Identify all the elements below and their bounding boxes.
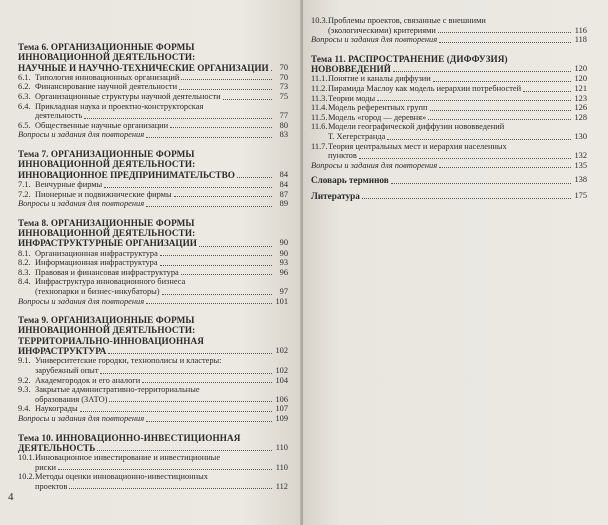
dot-leader bbox=[160, 255, 272, 256]
toc-page-number: 107 bbox=[275, 404, 288, 414]
toc-item-text: Закрытые административно-территориальные bbox=[35, 385, 200, 395]
toc-page-number: 123 bbox=[574, 93, 587, 103]
toc-item-number: 8.3. bbox=[18, 267, 31, 277]
toc-item bbox=[18, 404, 288, 414]
theme-title-line: ТЕРРИТОРИАЛЬНО-ИННОВАЦИОННАЯ bbox=[18, 335, 205, 346]
toc-item-line bbox=[18, 385, 288, 395]
toc-item-text: Теории моды bbox=[328, 93, 376, 103]
toc-item-row bbox=[18, 258, 288, 268]
toc-page-number: 109 bbox=[275, 413, 288, 423]
toc-item-text: Проблемы проектов, связанные с внешними bbox=[328, 16, 486, 25]
toc-label: Словарь терминов bbox=[311, 175, 389, 186]
dot-leader bbox=[438, 32, 571, 33]
spacer bbox=[18, 140, 288, 145]
toc-item bbox=[18, 385, 288, 404]
toc-item-row bbox=[18, 376, 288, 386]
toc-label bbox=[311, 113, 426, 123]
toc-page-number: 102 bbox=[275, 346, 288, 356]
toc-page-number: 101 bbox=[275, 296, 288, 306]
dot-leader bbox=[170, 127, 272, 128]
toc-item-line bbox=[18, 102, 288, 112]
toc-page-number: 73 bbox=[279, 82, 288, 92]
toc-item bbox=[311, 94, 587, 104]
toc-item-line bbox=[18, 277, 288, 287]
toc-label: НОВОВВЕДЕНИЙ bbox=[311, 64, 391, 75]
toc-item-line bbox=[311, 142, 587, 152]
toc-item bbox=[18, 73, 288, 83]
toc-page-number: 87 bbox=[279, 189, 288, 199]
dot-leader bbox=[84, 118, 272, 119]
toc-label bbox=[18, 82, 177, 92]
toc-item-row bbox=[311, 113, 587, 123]
toc-item bbox=[18, 268, 288, 278]
toc-label: проектов bbox=[35, 481, 68, 491]
dot-leader bbox=[433, 81, 571, 82]
toc-item-row bbox=[18, 395, 288, 405]
toc-page-number: 104 bbox=[275, 375, 288, 385]
toc-label: Вопросы и задания для повторения bbox=[18, 296, 145, 306]
toc-item-text: Модель «город — деревня» bbox=[328, 112, 427, 122]
toc-page-number: 90 bbox=[279, 248, 288, 258]
toc-item bbox=[18, 376, 288, 386]
toc-page-number: 120 bbox=[574, 64, 587, 74]
toc-item bbox=[311, 16, 587, 35]
toc-page-number: 90 bbox=[279, 238, 288, 248]
dot-leader bbox=[430, 110, 571, 111]
theme-title-row bbox=[311, 64, 587, 74]
spacer bbox=[18, 209, 288, 214]
toc-page-number: 89 bbox=[279, 199, 288, 209]
dot-leader bbox=[377, 100, 571, 101]
dot-leader bbox=[104, 187, 272, 188]
dot-leader bbox=[271, 70, 272, 71]
toc-item-number: 11.7. bbox=[311, 141, 328, 151]
toc-item-text: Модели географической диффузии нововведений bbox=[328, 122, 505, 132]
dot-leader bbox=[439, 42, 571, 43]
toc-page-number: 132 bbox=[574, 151, 587, 161]
toc-label: (технопарки и бизнес-инкубаторы) bbox=[35, 286, 160, 296]
toc-item-row bbox=[18, 463, 288, 473]
toc-item bbox=[18, 121, 288, 131]
toc-item-row bbox=[18, 482, 288, 492]
toc-item-number: 9.3. bbox=[18, 385, 31, 395]
toc-page-number: 128 bbox=[574, 112, 587, 122]
glossary-row bbox=[311, 175, 587, 185]
toc-item-text: Наукограды bbox=[35, 404, 78, 414]
dot-leader bbox=[80, 411, 272, 412]
toc-item-number: 6.2. bbox=[18, 82, 31, 92]
toc-page-number: 75 bbox=[279, 92, 288, 102]
toc-label bbox=[311, 103, 428, 113]
toc-item-text: Понятие и каналы диффузии bbox=[328, 74, 431, 84]
toc-item-text: Модель референтных групп bbox=[328, 103, 428, 113]
toc-item-line bbox=[311, 122, 587, 132]
toc-item bbox=[18, 277, 288, 296]
theme-title-row bbox=[18, 443, 288, 453]
dot-leader bbox=[391, 183, 571, 184]
toc-label: НАУЧНЫЕ И НАУЧНО-ТЕХНИЧЕСКИЕ ОРГАНИЗАЦИИ bbox=[18, 62, 269, 73]
left-toc-column bbox=[18, 38, 288, 496]
toc-label bbox=[18, 258, 158, 268]
toc-item-row bbox=[311, 132, 587, 142]
toc-item bbox=[311, 142, 587, 161]
toc-item-row bbox=[311, 84, 587, 94]
toc-item-row bbox=[18, 82, 288, 92]
toc-item bbox=[18, 82, 288, 92]
toc-item-text: Академгородок и его аналоги bbox=[35, 375, 141, 385]
toc-item-number: 8.2. bbox=[18, 258, 31, 268]
toc-label: ИНФРАСТРУКТУРА bbox=[18, 346, 107, 357]
toc-page-number: 97 bbox=[279, 286, 288, 296]
toc-item bbox=[18, 180, 288, 190]
left-page bbox=[0, 0, 302, 525]
spacer bbox=[311, 45, 587, 50]
toc-item-row bbox=[18, 190, 288, 200]
dot-leader bbox=[146, 137, 272, 138]
theme-title-line: ИННОВАЦИОННОЙ ДЕЯТЕЛЬНОСТИ: bbox=[18, 325, 196, 336]
toc-label: Вопросы и задания для повторения bbox=[18, 413, 145, 423]
dot-leader bbox=[362, 198, 571, 199]
toc-item bbox=[311, 122, 587, 141]
dot-leader bbox=[199, 246, 272, 247]
toc-page-number: 138 bbox=[574, 175, 587, 185]
toc-item-number: 8.1. bbox=[18, 248, 31, 258]
questions-row bbox=[18, 199, 288, 209]
theme-title-line: ИННОВАЦИОННОЙ ДЕЯТЕЛЬНОСТИ: bbox=[18, 159, 196, 170]
dot-leader bbox=[223, 99, 272, 100]
theme-title-line: Тема 6. ОРГАНИЗАЦИОННЫЕ ФОРМЫ bbox=[18, 42, 195, 52]
dot-leader bbox=[97, 450, 272, 451]
toc-label bbox=[18, 249, 158, 259]
toc-item-number: 11.2. bbox=[311, 83, 328, 93]
toc-item-number: 6.3. bbox=[18, 92, 31, 102]
toc-item-text: Теория центральных мест и иерархия населенных bbox=[328, 141, 507, 151]
toc-label bbox=[18, 92, 221, 102]
spacer bbox=[18, 491, 288, 496]
toc-item-text: Типология инновационных организаций bbox=[35, 72, 180, 82]
toc-label: Вопросы и задания для повторения bbox=[311, 35, 438, 45]
toc-label bbox=[18, 190, 172, 200]
toc-item-text: Общественные научные организации bbox=[35, 120, 169, 130]
toc-page-number: 106 bbox=[275, 394, 288, 404]
toc-item-row bbox=[311, 74, 587, 84]
toc-page-number: 102 bbox=[275, 365, 288, 375]
toc-page-number: 116 bbox=[574, 25, 587, 35]
toc-page-number: 84 bbox=[279, 179, 288, 189]
questions-row bbox=[18, 297, 288, 307]
toc-item-number: 9.2. bbox=[18, 375, 31, 385]
toc-label bbox=[18, 376, 140, 386]
toc-label: ИНФРАСТРУКТУРНЫЕ ОРГАНИЗАЦИИ bbox=[18, 238, 197, 249]
theme-title-line: Тема 9. ОРГАНИЗАЦИОННЫЕ ФОРМЫ bbox=[18, 315, 195, 326]
spacer bbox=[18, 306, 288, 311]
theme-title-line: Тема 10. ИННОВАЦИОННО-ИНВЕСТИЦИОННАЯ bbox=[18, 432, 241, 443]
toc-item-number: 10.2. bbox=[18, 472, 35, 482]
toc-page-number: 96 bbox=[279, 267, 288, 277]
dot-leader bbox=[146, 303, 272, 304]
toc-item-number: 11.3. bbox=[311, 93, 328, 103]
toc-label bbox=[18, 268, 179, 278]
toc-theme bbox=[18, 42, 288, 140]
toc-label: пунктов bbox=[328, 151, 357, 161]
toc-page-number: 135 bbox=[574, 160, 587, 170]
theme-title-line: Тема 11. РАСПРОСТРАНЕНИЕ (ДИФФУЗИЯ) bbox=[311, 53, 508, 64]
dot-leader bbox=[109, 401, 272, 402]
toc-item-row bbox=[18, 111, 288, 121]
dot-leader bbox=[359, 158, 571, 159]
toc-item-row bbox=[18, 92, 288, 102]
toc-label: (экологическими) критериями bbox=[328, 25, 436, 35]
toc-label bbox=[18, 73, 179, 83]
toc-label: ИННОВАЦИОННОЕ ПРЕДПРИНИМАТЕЛЬСТВО bbox=[18, 169, 235, 180]
literature-row bbox=[311, 191, 587, 201]
toc-item-number: 11.4. bbox=[311, 103, 328, 113]
toc-label: Вопросы и задания для повторения bbox=[18, 130, 145, 140]
toc-page-number: 83 bbox=[279, 130, 288, 140]
toc-item-number: 7.1. bbox=[18, 179, 31, 189]
toc-item-text: Инфраструктура инновационного бизнеса bbox=[35, 277, 186, 287]
dot-leader bbox=[523, 91, 571, 92]
dot-leader bbox=[100, 373, 272, 374]
toc-page-number: 130 bbox=[574, 131, 587, 141]
toc-item-number: 6.4. bbox=[18, 101, 31, 111]
toc-item-text: Методы оценки инновационно-инвестиционных bbox=[35, 472, 208, 482]
toc-label: Литература bbox=[311, 190, 360, 201]
toc-item-row bbox=[18, 404, 288, 414]
page-number: 4 bbox=[8, 491, 14, 503]
toc-label bbox=[18, 180, 102, 190]
dot-leader bbox=[181, 274, 272, 275]
dot-leader bbox=[58, 469, 272, 470]
toc-item-text: Пирамида Маслоу как модель иерархии потребностей bbox=[328, 83, 522, 93]
toc-item-number: 10.3. bbox=[311, 16, 328, 25]
toc-item-row bbox=[18, 249, 288, 259]
toc-item-number: 6.1. bbox=[18, 72, 31, 82]
toc-theme bbox=[18, 315, 288, 423]
toc-item bbox=[18, 249, 288, 259]
toc-theme bbox=[18, 433, 288, 492]
toc-label: Т. Хегерстранда bbox=[328, 131, 386, 141]
toc-item-line bbox=[18, 356, 288, 366]
toc-page-number: 126 bbox=[574, 103, 587, 113]
toc-page-number: 84 bbox=[279, 169, 288, 179]
theme-title-row bbox=[18, 170, 288, 180]
toc-label: деятельность bbox=[35, 111, 83, 121]
toc-item-row bbox=[18, 287, 288, 297]
dot-leader bbox=[146, 206, 272, 207]
toc-item bbox=[18, 258, 288, 268]
toc-item-row bbox=[311, 103, 587, 113]
toc-item-text: Финансирование научной деятельности bbox=[35, 82, 178, 92]
theme-title-line: Тема 8. ОРГАНИЗАЦИОННЫЕ ФОРМЫ bbox=[18, 217, 195, 228]
theme-title-row bbox=[18, 238, 288, 248]
toc-item-text: Информационная инфраструктура bbox=[35, 258, 158, 268]
questions-row bbox=[311, 35, 587, 45]
toc-page-number: 118 bbox=[574, 35, 587, 45]
toc-item-number: 9.4. bbox=[18, 404, 31, 414]
toc-item bbox=[18, 356, 288, 375]
toc-item-text: Пионерные и подвижнические фирмы bbox=[35, 189, 172, 199]
toc-page-number: 121 bbox=[574, 83, 587, 93]
toc-item-text: Инновационное инвестирование и инвестиционные bbox=[35, 453, 221, 463]
spacer bbox=[18, 424, 288, 429]
theme-title-line: ИННОВАЦИОННОЙ ДЕЯТЕЛЬНОСТИ: bbox=[18, 228, 196, 239]
toc-item-text: Венчурные фирмы bbox=[35, 179, 103, 189]
toc-item-row bbox=[18, 121, 288, 131]
theme-title-line: Тема 7. ОРГАНИЗАЦИОННЫЕ ФОРМЫ bbox=[18, 149, 195, 160]
dot-leader bbox=[237, 177, 272, 178]
toc-page-number: 70 bbox=[279, 62, 288, 72]
dot-leader bbox=[146, 421, 272, 422]
toc-page-number: 120 bbox=[574, 74, 587, 84]
toc-item-number: 9.1. bbox=[18, 356, 31, 366]
toc-item bbox=[311, 74, 587, 84]
dot-leader bbox=[142, 382, 272, 383]
theme-title-line: ИННОВАЦИОННОЙ ДЕЯТЕЛЬНОСТИ: bbox=[18, 52, 196, 63]
toc-page-number: 80 bbox=[279, 120, 288, 130]
toc-label bbox=[311, 84, 521, 94]
toc-item-line bbox=[311, 16, 587, 26]
dot-leader bbox=[428, 119, 571, 120]
toc-item bbox=[18, 190, 288, 200]
questions-row bbox=[311, 161, 587, 171]
right-toc-column bbox=[311, 16, 587, 201]
toc-label: Вопросы и задания для повторения bbox=[311, 160, 438, 170]
toc-label bbox=[18, 121, 168, 131]
toc-item-text: Университетские городки, технополисы и кластеры: bbox=[35, 356, 222, 366]
toc-item-text: Организационная инфраструктура bbox=[35, 248, 158, 258]
toc-item-number: 11.6. bbox=[311, 122, 328, 132]
toc-label: риски bbox=[35, 462, 56, 472]
dot-leader bbox=[387, 139, 571, 140]
toc-item-number: 7.2. bbox=[18, 189, 31, 199]
dot-leader bbox=[179, 89, 272, 90]
toc-item-row bbox=[311, 94, 587, 104]
toc-label bbox=[18, 404, 78, 414]
toc-item-line bbox=[18, 453, 288, 463]
toc-theme bbox=[18, 218, 288, 306]
toc-item-number: 10.1. bbox=[18, 453, 35, 463]
toc-page-number: 175 bbox=[574, 190, 587, 200]
toc-item-line bbox=[18, 472, 288, 482]
toc-item bbox=[18, 102, 288, 121]
toc-page-number: 77 bbox=[279, 111, 288, 121]
toc-item bbox=[18, 92, 288, 102]
toc-label: зарубежный опыт bbox=[35, 365, 99, 375]
toc-label bbox=[311, 94, 375, 104]
toc-item-text: Организационные структуры научной деятельности bbox=[35, 92, 221, 102]
toc-theme bbox=[18, 149, 288, 209]
toc-item bbox=[18, 453, 288, 472]
toc-item bbox=[18, 472, 288, 491]
toc-item-row bbox=[18, 73, 288, 83]
toc-item-row bbox=[18, 366, 288, 376]
dot-leader bbox=[162, 294, 272, 295]
toc-item-text: Прикладная наука и проектно-конструкторская bbox=[35, 101, 204, 111]
questions-row bbox=[18, 414, 288, 424]
toc-item-number: 11.5. bbox=[311, 112, 328, 122]
dot-leader bbox=[69, 488, 272, 489]
dot-leader bbox=[174, 196, 272, 197]
toc-theme bbox=[311, 54, 587, 171]
toc-item bbox=[311, 84, 587, 94]
toc-page-number: 110 bbox=[275, 442, 288, 452]
toc-page-number: 93 bbox=[279, 258, 288, 268]
toc-page-number: 110 bbox=[275, 462, 288, 472]
toc-item-row bbox=[311, 151, 587, 161]
toc-label: образования (ЗАТО) bbox=[35, 394, 108, 404]
questions-row bbox=[18, 130, 288, 140]
toc-item-row bbox=[18, 268, 288, 278]
toc-label: ДЕЯТЕЛЬНОСТЬ bbox=[18, 442, 96, 453]
toc-item-number: 8.4. bbox=[18, 277, 31, 287]
theme-title-row bbox=[18, 63, 288, 73]
toc-label: Вопросы и задания для повторения bbox=[18, 199, 145, 209]
dot-leader bbox=[160, 265, 272, 266]
toc-item bbox=[311, 103, 587, 113]
toc-item-text: Правовая и финансовая инфраструктура bbox=[35, 267, 179, 277]
toc-item bbox=[311, 113, 587, 123]
toc-page-number: 70 bbox=[279, 72, 288, 82]
toc-item-number: 6.5. bbox=[18, 120, 31, 130]
toc-item-row bbox=[18, 180, 288, 190]
dot-leader bbox=[181, 79, 272, 80]
dot-leader bbox=[439, 167, 571, 168]
toc-item-row bbox=[311, 26, 587, 36]
toc-item-number: 11.1. bbox=[311, 74, 328, 84]
dot-leader bbox=[393, 71, 571, 72]
theme-title-row bbox=[18, 346, 288, 356]
toc-label bbox=[311, 74, 431, 84]
dot-leader bbox=[108, 353, 272, 354]
toc-page-number: 112 bbox=[275, 481, 288, 491]
right-page bbox=[303, 0, 608, 525]
